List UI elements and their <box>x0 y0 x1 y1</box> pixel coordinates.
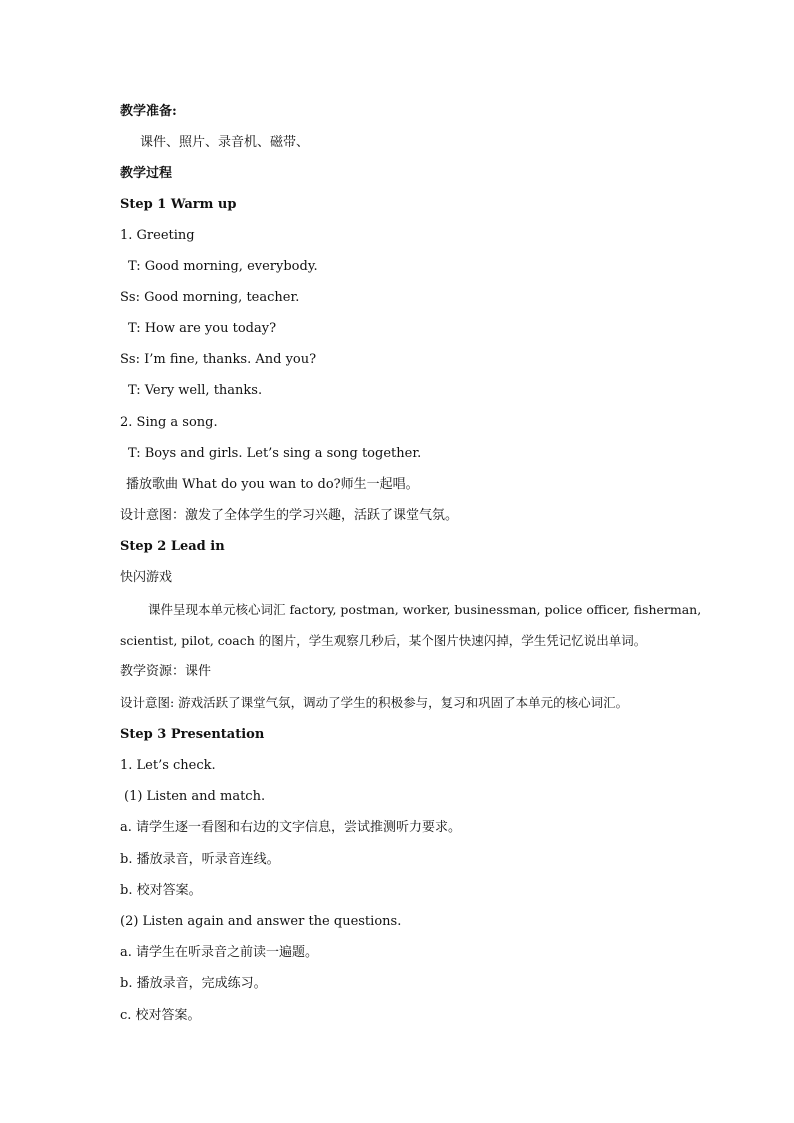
list-item: a. 请学生逐一看图和右边的文字信息，尝试推测听力要求。 <box>120 820 462 835</box>
step2-description-2: scientist, pilot, coach 的图片，学生观察几秒后，某个图片快速闪掉，学生凭记忆说出单词。 <box>120 633 647 648</box>
step2-description-1: 课件呈现本单元核心词汇 factory, postman, worker, businessman, police officer, fisherman, <box>148 602 702 617</box>
listen-match: (1) Listen and match. <box>124 789 266 804</box>
flash-game: 快闪游戏 <box>120 570 173 585</box>
process-heading: 教学过程 <box>120 166 173 181</box>
step2-resource: 教学资源：课件 <box>120 664 212 679</box>
list-item: b. 播放录音，听录音连线。 <box>120 852 280 867</box>
list-item: c. 校对答案。 <box>120 1008 201 1023</box>
list-item: b. 播放录音，完成练习。 <box>120 976 267 991</box>
step2-design-intent: 设计意图: 游戏活跃了课堂气氛，调动了学生的积极参与，复习和巩固了本单元的核心词汇。 <box>120 695 629 710</box>
dialog-line: Ss: I’m fine, thanks. And you? <box>120 352 317 367</box>
step2-title: Step 2 Lead in <box>120 539 225 554</box>
dialog-line: T: Good morning, everybody. <box>128 259 318 274</box>
listen-again: (2) Listen again and answer the questions. <box>120 914 402 929</box>
dialog-line: T: How are you today? <box>128 321 277 336</box>
greeting-title: 1. Greeting <box>120 228 195 243</box>
step1-title: Step 1 Warm up <box>120 197 237 212</box>
song-play: 播放歌曲 What do you wan to do?师生一起唱。 <box>126 477 419 492</box>
step3-title: Step 3 Presentation <box>120 727 265 742</box>
song-line: T: Boys and girls. Let’s sing a song together. <box>128 446 422 461</box>
prep-items: 课件、照片、录音机、磁带、 <box>140 135 310 150</box>
dialog-line: T: Very well, thanks. <box>128 383 263 398</box>
list-item: b. 校对答案。 <box>120 883 202 898</box>
dialog-line: Ss: Good morning, teacher. <box>120 290 300 305</box>
song-title: 2. Sing a song. <box>120 415 218 430</box>
prep-heading: 教学准备: <box>120 104 177 119</box>
step1-design-intent: 设计意图：激发了全体学生的学习兴趣，活跃了课堂气氛。 <box>120 508 459 523</box>
list-item: a. 请学生在听录音之前读一遍题。 <box>120 945 319 960</box>
check-title: 1. Let’s check. <box>120 758 216 773</box>
